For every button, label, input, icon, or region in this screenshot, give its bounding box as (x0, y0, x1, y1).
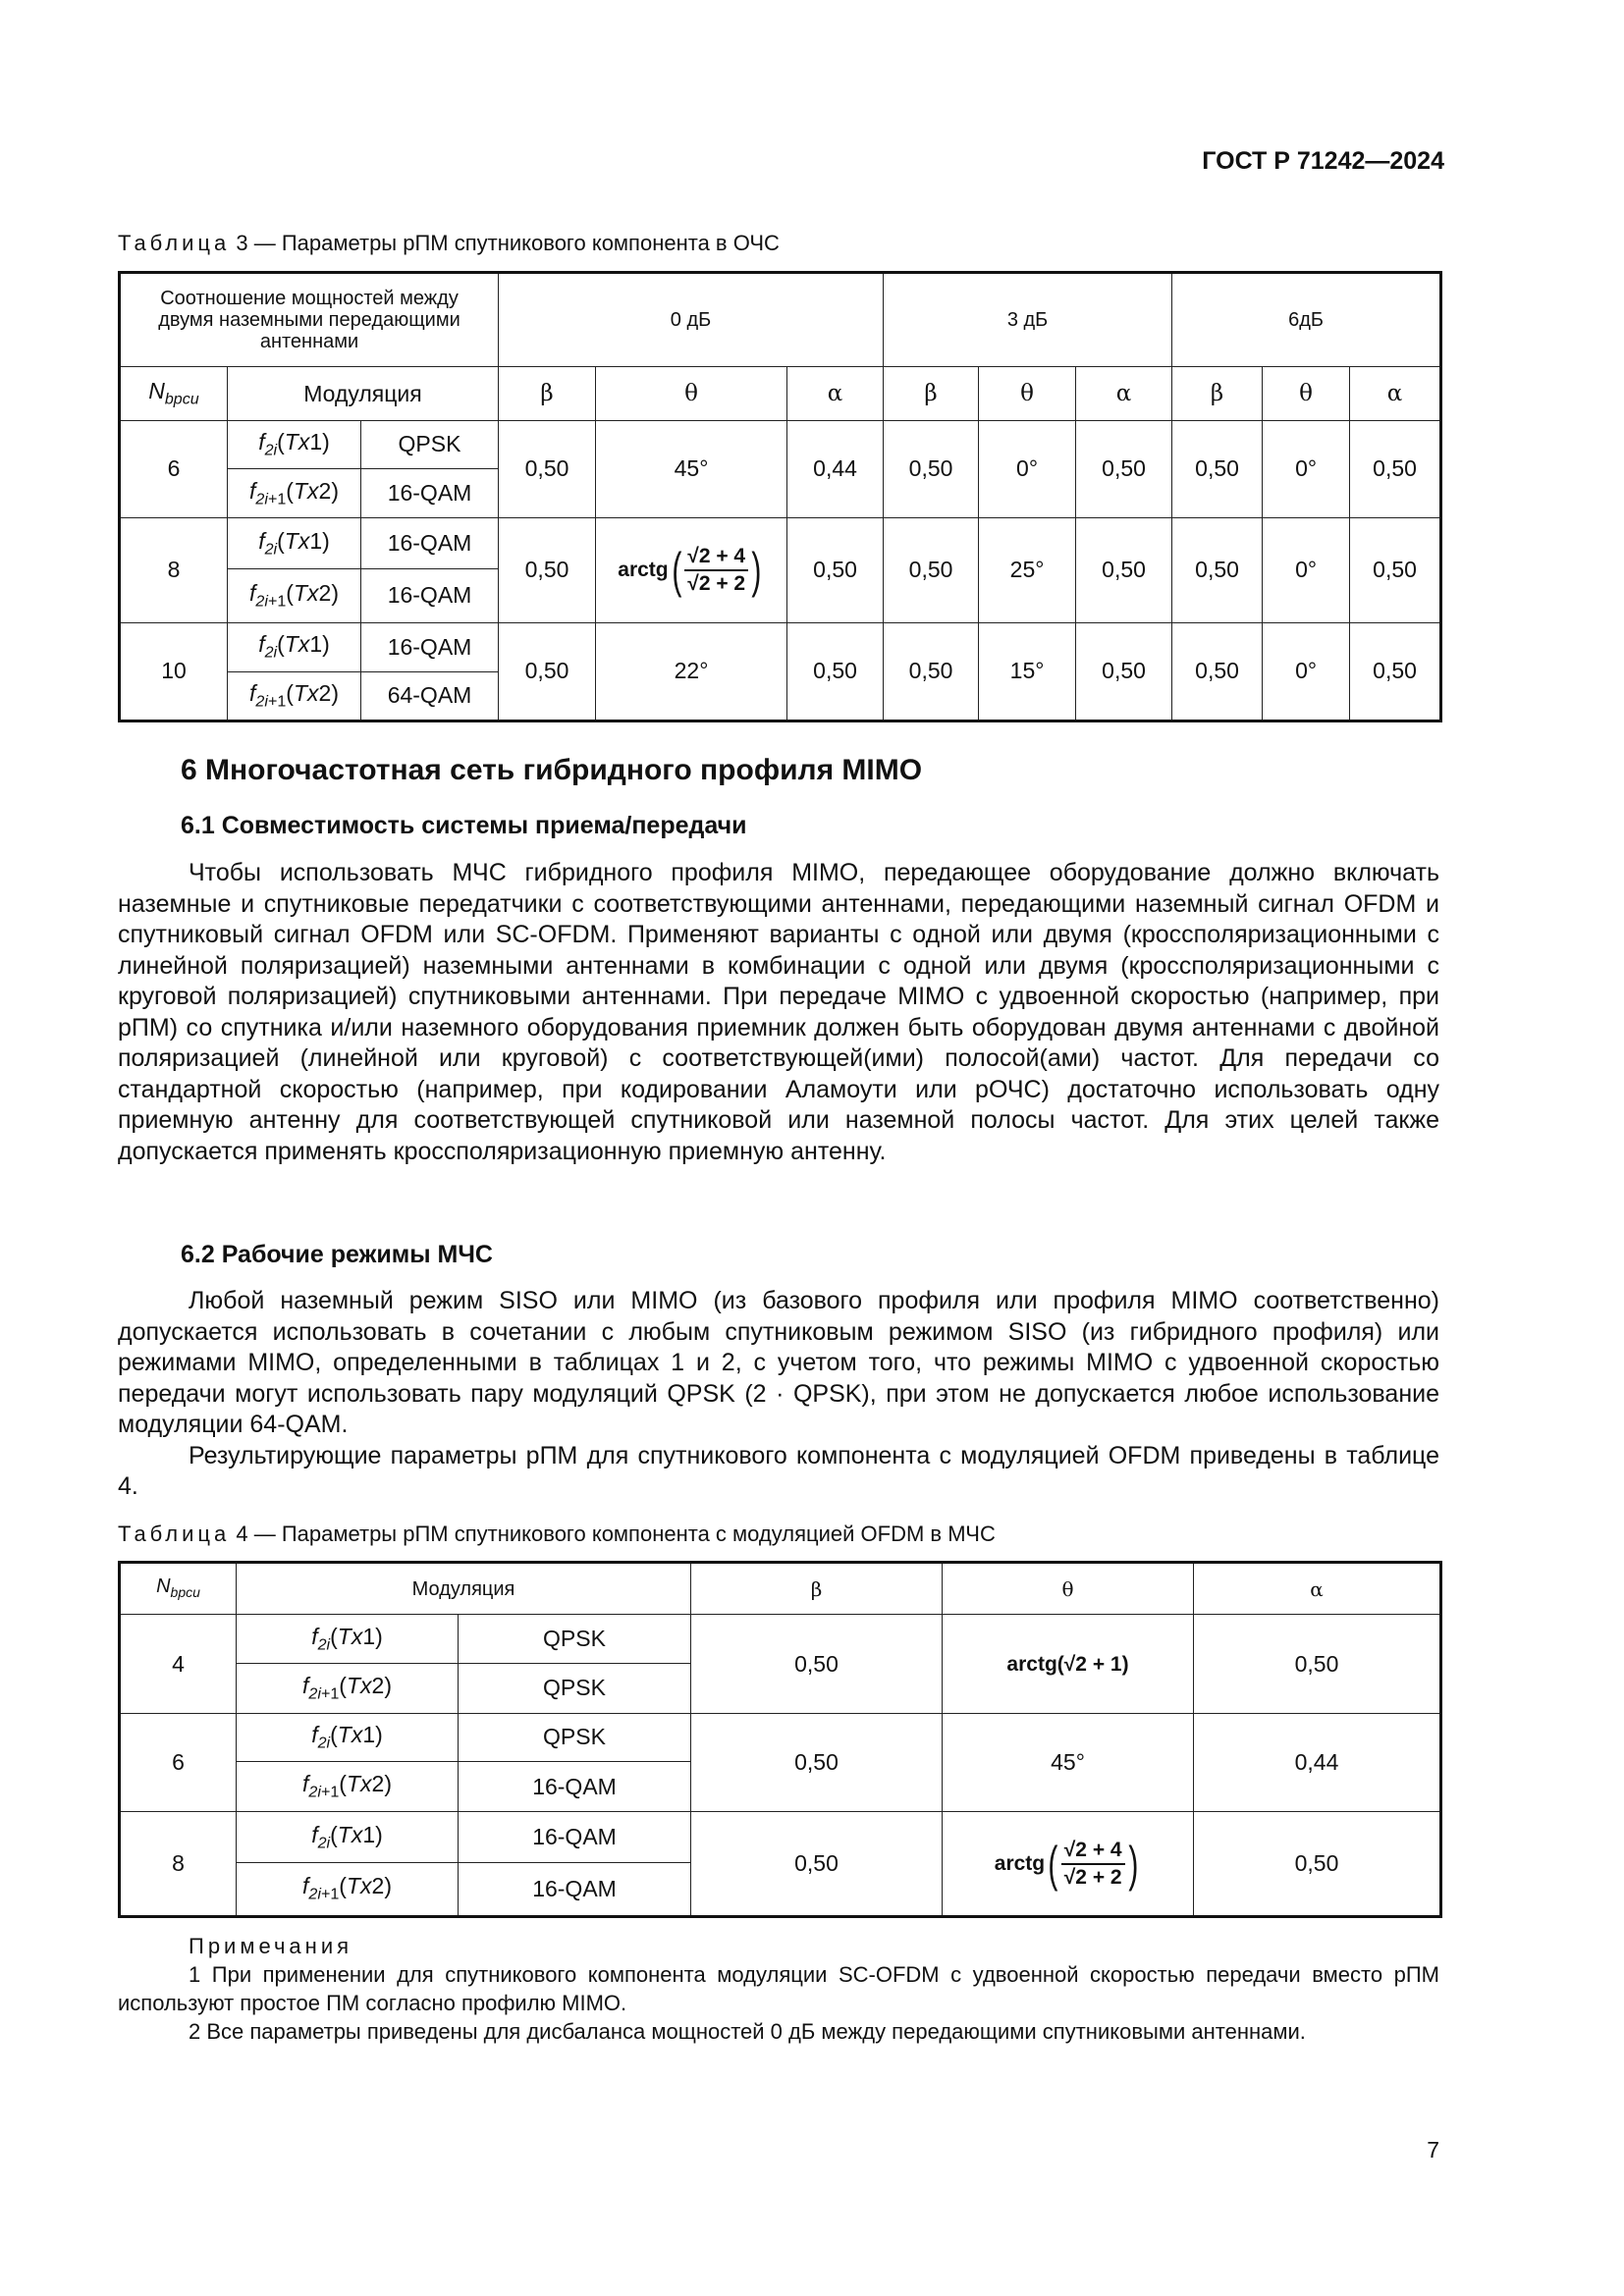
table-cell: 8 (120, 518, 228, 622)
table-cell: $f_{2i+1}(Tx2)$ (237, 1862, 459, 1916)
frac-numerator: √2 + 4 (684, 545, 748, 571)
frac-denominator: √2 + 2 (1063, 1865, 1122, 1889)
table-cell: 0,50 (787, 622, 884, 721)
table-cell: 0° (1263, 622, 1350, 721)
theta-formula: arctg ( $\frac{√2 + 4}{√2 + 2}$ ) (596, 518, 787, 622)
table-cell: 16-QAM (361, 622, 499, 671)
table-cell: 15° (979, 622, 1076, 721)
theta-formula: arctg ( $\frac{√2 + 4}{√2 + 2}$ ) (943, 1812, 1194, 1917)
table-cell: 0,44 (1194, 1713, 1441, 1811)
beta-header: β (691, 1563, 943, 1615)
notes (118, 1932, 1439, 2046)
table-cell: $f_{2i}(Tx1)$ (237, 1615, 459, 1663)
table3 (118, 271, 1442, 722)
section61-paragraph: Чтобы использовать МЧС гибридного профиля MIMO, передающее оборудование должно включать наземные и спутниковые передатчики с соответствующими антеннами, передающими наземный сигнал OFDM и спутниковый сигнал OFDM или SC-OFDM. Применяют варианты с одной или двумя (кроссполяризационными с линейной поляризацией) наземными антеннами в комбинации с одной или двумя (кроссполяризационными с круговой поляризацией) спутниковыми антеннами. При передаче MIMO с удвоенной скоростью (например, при рПМ) со спутника и/или наземного оборудования приемник должен быть оборудован двумя антеннами с двойной поляризацией (линейной или круговой) с соответствующей(ими) полосой(ами) частот. Для передачи со стандартной скоростью (например, при кодировании Аламоути или рОЧС) достаточно использовать одну приемную антенну для соответствующей спутниковой или наземной полосы частот. Для этих целей также допускается применять кроссполяризационную приемную антенну. (118, 859, 1439, 1165)
section61-body (118, 858, 1439, 1167)
table-cell: QPSK (459, 1615, 691, 1663)
table-cell: QPSK (459, 1713, 691, 1761)
table4 (118, 1561, 1442, 1918)
table-cell: 16-QAM (361, 468, 499, 517)
table-cell: 16-QAM (361, 569, 499, 622)
table-cell: 8 (120, 1812, 237, 1917)
table-cell: 0,50 (1172, 518, 1263, 622)
table3-caption-text: 3 — Параметры рПМ спутникового компонента в ОЧС (236, 231, 780, 255)
table4-caption-label: Таблица (118, 1522, 231, 1546)
standard-header: ГОСТ Р 71242—2024 (1202, 147, 1444, 175)
table-cell: $f_{2i+1}(Tx2)$ (228, 468, 361, 517)
table4-caption-text: 4 — Параметры рПМ спутникового компонента с модуляцией OFDM в МЧС (236, 1522, 996, 1546)
section61-title: 6.1 Совместимость системы приема/передачи (181, 812, 747, 839)
table-cell: QPSK (459, 1663, 691, 1713)
table-cell: 0,50 (1172, 622, 1263, 721)
table-cell: $f_{2i}(Tx1)$ (228, 622, 361, 671)
table-cell: 64-QAM (361, 671, 499, 721)
arctg-argument: (√2 + 1) (1056, 1653, 1129, 1677)
table-cell: 0,44 (787, 420, 884, 517)
table-cell: 0° (1263, 518, 1350, 622)
section62-paragraph-1: Любой наземный режим SISO или MIMO (из базового профиля или профиля MIMO соответственно) допускается использовать в сочетании с любым спутниковым режимом SISO (из гибридного профиля) или режимами MIMO, определенными в таблицах 1 и 2, с учетом того, что режимы MIMO с удвоенной скоростью передачи могут использовать пару модуляций QPSK (2 · QPSK), при этом не допускается любое использование модуляции 64-QAM. (118, 1287, 1439, 1438)
table-cell: 45° (596, 420, 787, 517)
notes-title: Примечания (189, 1934, 353, 1958)
table-cell: 16-QAM (361, 518, 499, 569)
frac-denominator: √2 + 2 (687, 571, 746, 595)
arctg-label: arctg (618, 558, 669, 581)
table-cell: $f_{2i+1}(Tx2)$ (228, 569, 361, 622)
table-cell: 0,50 (691, 1713, 943, 1811)
arctg-label: arctg (1006, 1653, 1057, 1677)
table-cell: 0,50 (787, 518, 884, 622)
table-cell: 0,50 (884, 518, 979, 622)
table3-caption (118, 231, 780, 256)
table-cell: 4 (120, 1615, 237, 1713)
table-cell: 0,50 (691, 1615, 943, 1713)
table-cell: 0,50 (1350, 622, 1441, 721)
param-header: β (499, 367, 596, 420)
table-cell: $f_{2i}(Tx1)$ (228, 518, 361, 569)
table-cell: $f_{2i+1}(Tx2)$ (237, 1663, 459, 1713)
param-header: α (1076, 367, 1172, 420)
alpha-header: α (1194, 1563, 1441, 1615)
table-cell: 0,50 (499, 622, 596, 721)
section62-paragraph-2: Результирующие параметры рПМ для спутникового компонента с модуляцией OFDM приведены в таблице 4. (118, 1441, 1439, 1500)
table-cell: 45° (943, 1713, 1194, 1811)
table3-caption-label: Таблица (118, 231, 231, 255)
table-cell: 0,50 (691, 1812, 943, 1917)
table-cell: 10 (120, 622, 228, 721)
table-cell: $f_{2i}(Tx1)$ (228, 420, 361, 468)
section6-title: 6 Многочастотная сеть гибридного профиля MIMO (181, 754, 923, 786)
theta-header: θ (943, 1563, 1194, 1615)
table-cell: 0,50 (499, 420, 596, 517)
modulation-header: Модуляция (237, 1563, 691, 1615)
param-header: β (884, 367, 979, 420)
table-cell: 16-QAM (459, 1862, 691, 1916)
table-cell: 16-QAM (459, 1812, 691, 1862)
table-cell: $f_{2i+1}(Tx2)$ (237, 1762, 459, 1812)
table-cell: 0,50 (1076, 420, 1172, 517)
param-header: α (1350, 367, 1441, 420)
table-cell: 0,50 (1172, 420, 1263, 517)
nbpcu-header: $N_{bpcu}$ (120, 367, 228, 420)
table4-caption (118, 1522, 996, 1547)
table-cell: 0,50 (1076, 518, 1172, 622)
table-cell: 6 (120, 1713, 237, 1811)
page-number: 7 (1427, 2137, 1439, 2163)
theta-formula (943, 1615, 1194, 1713)
param-header: α (787, 367, 884, 420)
note-2: 2 Все параметры приведены для дисбаланса мощностей 0 дБ между передающими спутниковыми антеннами. (189, 2019, 1306, 2044)
param-header: θ (596, 367, 787, 420)
table-cell: 25° (979, 518, 1076, 622)
table-cell: 22° (596, 622, 787, 721)
modulation-header: Модуляция (228, 367, 499, 420)
arctg-label: arctg (994, 1851, 1046, 1875)
table-cell: 0° (979, 420, 1076, 517)
table-cell: 0° (1263, 420, 1350, 517)
table-cell: 16-QAM (459, 1762, 691, 1812)
group-3db: 3 дБ (884, 273, 1172, 367)
note-1: 1 При применении для спутникового компонента модуляции SC-OFDM с удвоенной скоростью передачи вместо рПМ используют простое ПМ согласно профилю MIMO. (118, 1962, 1439, 2015)
param-header: θ (1263, 367, 1350, 420)
table-cell: $f_{2i}(Tx1)$ (237, 1812, 459, 1862)
table-cell: 6 (120, 420, 228, 517)
table-cell: 0,50 (884, 622, 979, 721)
table-cell: 0,50 (1194, 1615, 1441, 1713)
section62-title: 6.2 Рабочие режимы МЧС (181, 1241, 493, 1268)
param-header: β (1172, 367, 1263, 420)
group-6db: 6дБ (1172, 273, 1441, 367)
table-cell: 0,50 (1076, 622, 1172, 721)
table-cell: 0,50 (499, 518, 596, 622)
frac-numerator: √2 + 4 (1061, 1839, 1125, 1865)
table-cell: $f_{2i+1}(Tx2)$ (228, 671, 361, 721)
nbpcu-header: $N_{bpcu}$ (120, 1563, 237, 1615)
table-cell: QPSK (361, 420, 499, 468)
power-ratio-header: Соотношение мощностей между двумя наземными передающими антеннами (120, 273, 499, 367)
param-header: θ (979, 367, 1076, 420)
table-cell: 0,50 (1194, 1812, 1441, 1917)
table-cell: 0,50 (1350, 518, 1441, 622)
table-cell: $f_{2i}(Tx1)$ (237, 1713, 459, 1761)
table-cell: 0,50 (884, 420, 979, 517)
group-0db: 0 дБ (499, 273, 884, 367)
section62-body (118, 1286, 1439, 1503)
table-cell: 0,50 (1350, 420, 1441, 517)
